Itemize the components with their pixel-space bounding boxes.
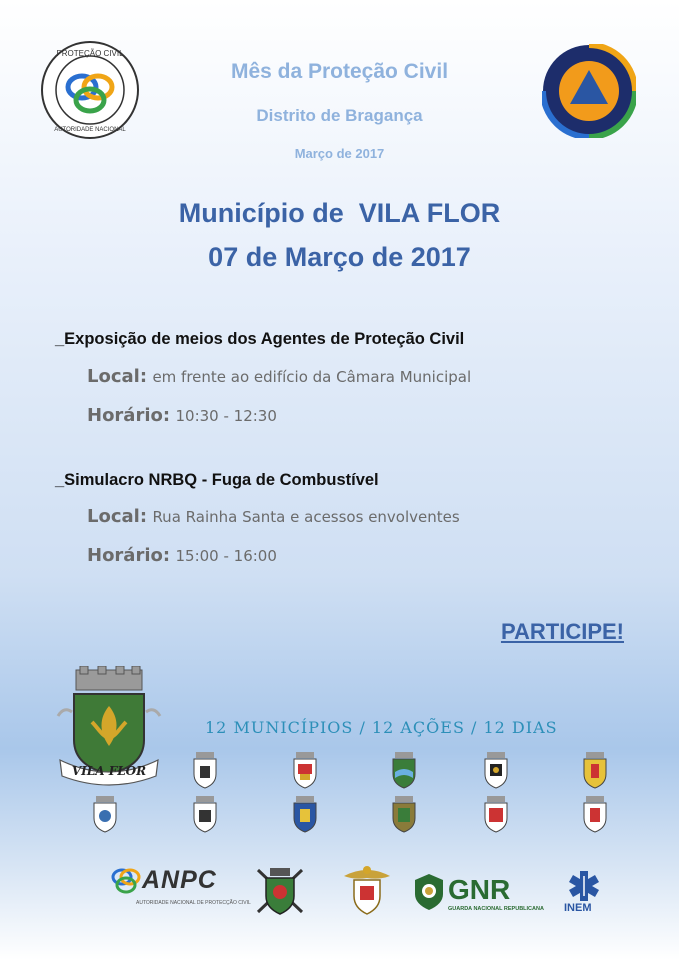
event-2-location xyxy=(87,506,460,527)
inem-logo xyxy=(562,870,608,916)
participate-call-to-action: PARTICIPE! xyxy=(500,619,624,644)
municipality-crest-icon xyxy=(90,796,120,834)
municipality-crest-icon xyxy=(580,752,610,790)
municipality-crest-icon xyxy=(290,752,320,790)
municipality-crest-icon xyxy=(190,752,220,790)
event-2-location-label: Local: xyxy=(87,506,148,527)
event-1-location xyxy=(87,366,471,387)
gnr-subtitle: GUARDA NACIONAL REPUBLICANA xyxy=(448,906,544,912)
municipality-crest-icon xyxy=(481,796,511,834)
event-2-title: _Simulacro NRBQ - Fuga de Combustível xyxy=(55,471,379,489)
star-of-life-icon xyxy=(568,870,600,902)
event-1-time-value: 10:30 - 12:30 xyxy=(175,407,277,425)
event-2-time-value: 15:00 - 16:00 xyxy=(175,547,277,565)
municipality-title: Município de VILA FLOR xyxy=(178,198,501,228)
anpc-subtitle: AUTORIDADE NACIONAL DE PROTECÇÃO CIVIL xyxy=(136,900,251,906)
municipality-crest-icon xyxy=(481,752,511,790)
municipality-crest-icon xyxy=(389,796,419,834)
municipality-crest-icon xyxy=(580,796,610,834)
gnr-logo xyxy=(414,874,544,914)
anpc-logo xyxy=(108,862,251,914)
municipality-crest-icon xyxy=(389,752,419,790)
event-2-location-value: Rua Rainha Santa e acessos envolventes xyxy=(152,508,460,526)
bombeiros-emblem-icon xyxy=(252,862,308,918)
campaign-title: Mês da Proteção Civil xyxy=(230,60,449,83)
municipality-crest-icon xyxy=(190,796,220,834)
campaign-tagline: 12 MUNICÍPIOS / 12 AÇÕES / 12 DIAS xyxy=(205,718,558,737)
svg-text:PROTEÇÃO CIVIL: PROTEÇÃO CIVIL xyxy=(56,49,124,58)
anpc-rings-icon xyxy=(108,862,144,898)
campaign-month: Março de 2017 xyxy=(294,146,385,161)
event-1-time-label: Horário: xyxy=(87,405,171,426)
gnr-label: GNR xyxy=(448,874,511,905)
event-1-location-value: em frente ao edifício da Câmara Municipal xyxy=(152,368,472,386)
event-2-time xyxy=(87,545,277,566)
event-date: 07 de Março de 2017 xyxy=(208,242,471,272)
crest-label: VILA FLOR xyxy=(71,764,147,778)
event-2-time-label: Horário: xyxy=(87,545,171,566)
svg-text:AUTORIDADE NACIONAL: AUTORIDADE NACIONAL xyxy=(54,127,126,133)
event-1-time xyxy=(87,405,277,426)
district-name: Distrito de Bragança xyxy=(256,106,423,125)
anpc-label: ANPC xyxy=(142,866,217,894)
event-1-location-label: Local: xyxy=(87,366,148,387)
gnr-shield-icon xyxy=(414,874,444,910)
event-1-title: _Exposição de meios dos Agentes de Proteção Civil xyxy=(55,330,465,348)
inem-label: INEM xyxy=(564,902,592,914)
municipality-crest-icon xyxy=(290,796,320,834)
psp-emblem-icon xyxy=(340,862,394,916)
